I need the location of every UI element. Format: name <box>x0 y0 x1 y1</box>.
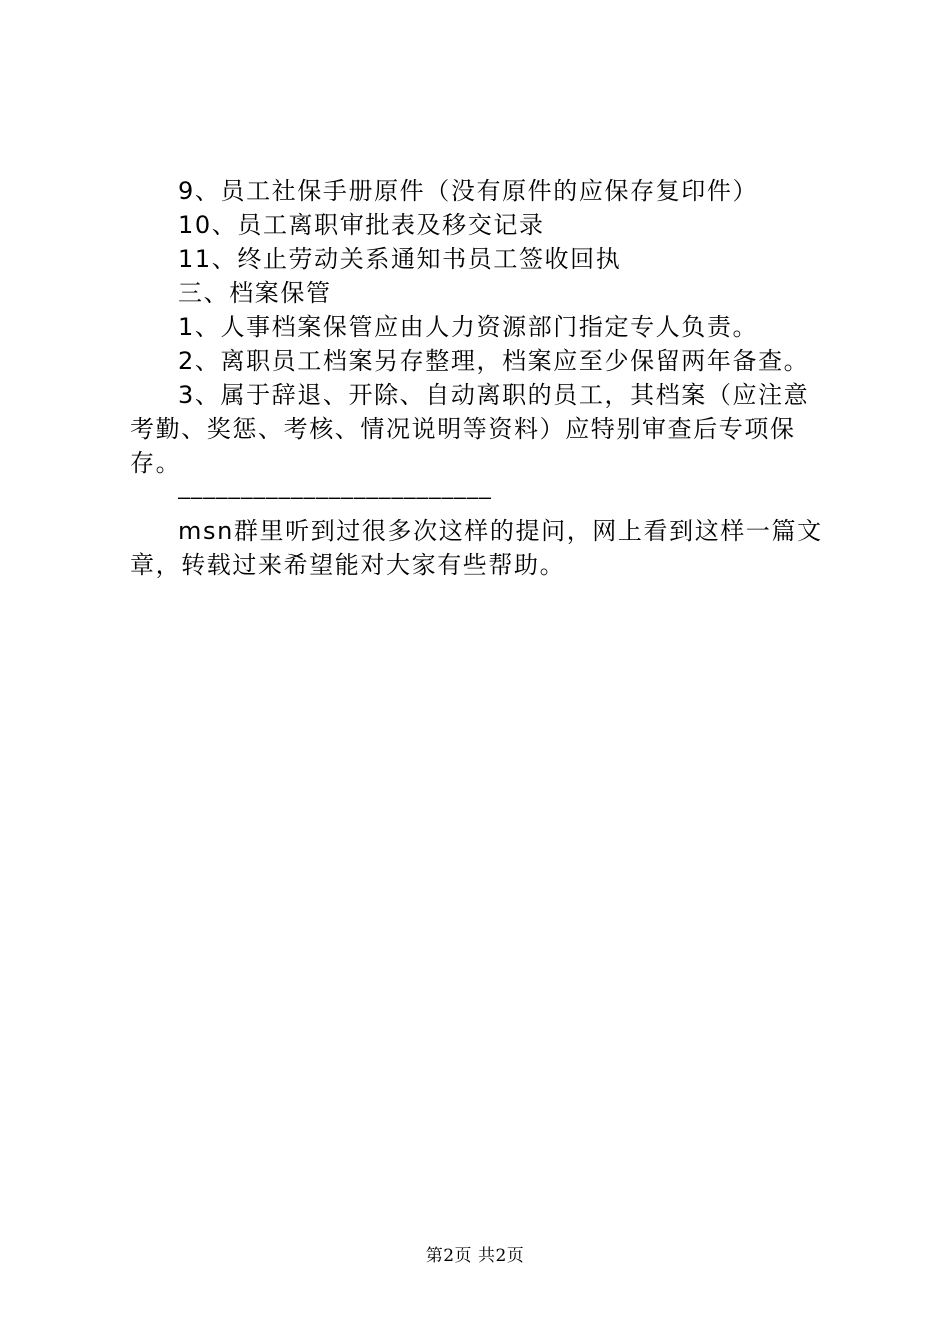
list-item-1: 1、人事档案保管应由人力资源部门指定专人负责。 <box>178 313 759 341</box>
list-item-3: 3、属于辞退、开除、自动离职的员工，其档案（应注意考勤、奖惩、考核、情况说明等资料）应特别审查后专项保存。 <box>130 381 810 477</box>
document-body <box>130 174 830 582</box>
list-item-9: 9、员工社保手册原件（没有原件的应保存复印件） <box>178 177 759 205</box>
text-divider: ————————————————————————— <box>178 485 492 509</box>
section-heading: 三、档案保管 <box>178 279 332 307</box>
list-item-10: 10、员工离职审批表及移交记录 <box>178 211 545 239</box>
list-item-2: 2、离职员工档案另存整理，档案应至少保留两年备查。 <box>178 347 810 375</box>
page-number-footer: 第2页 共2页 <box>425 1246 525 1266</box>
list-item-11: 11、终止劳动关系通知书员工签收回执 <box>178 245 622 273</box>
closing-paragraph: msn群里听到过很多次这样的提问，网上看到这样一篇文章，转载过来希望能对大家有些帮助。 <box>130 517 823 579</box>
